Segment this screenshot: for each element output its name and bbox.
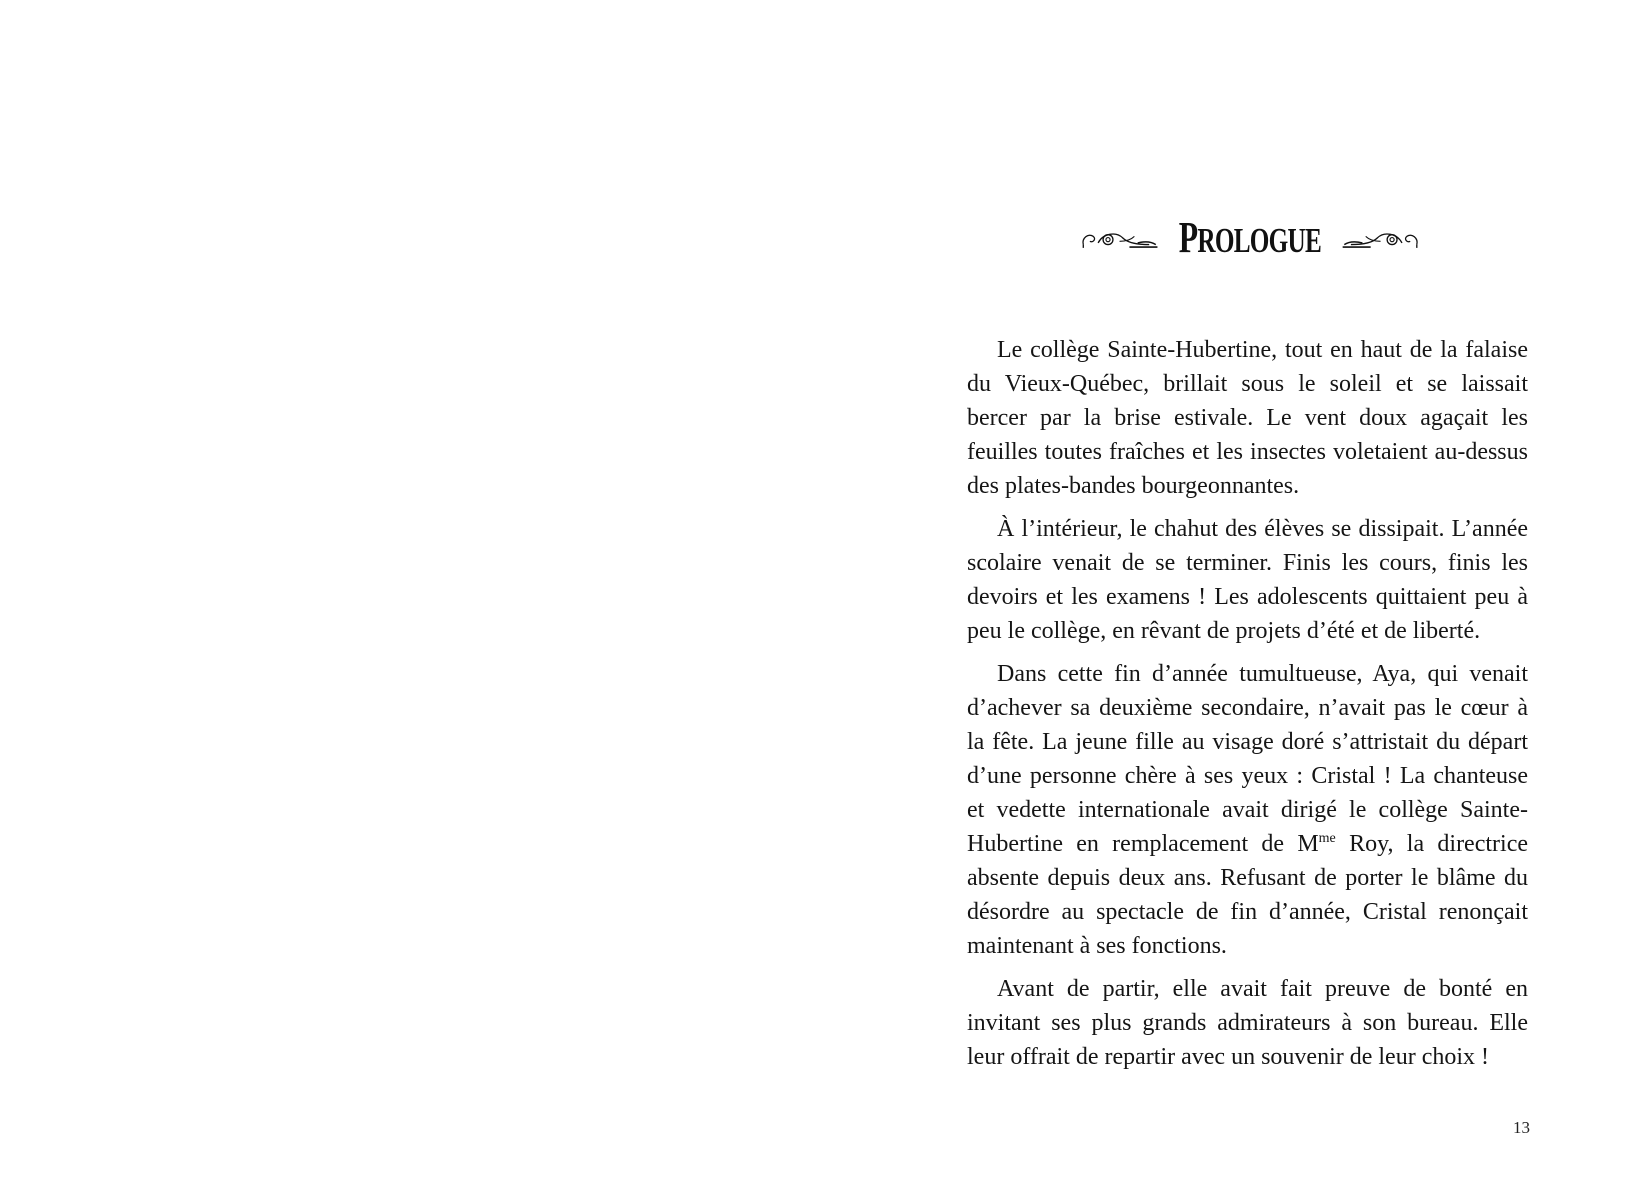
page-number: 13 (1513, 1118, 1530, 1137)
paragraph-3-part-2: Roy, la directrice absente depuis deux ans. Refusant de porter le blâme du désordre au spectacle de fin d’année, Cristal renonçait maintenant à ses fonctions. (967, 831, 1528, 959)
chapter-title-cap: P (1178, 213, 1198, 262)
paragraph-3-part-1: Dans cette fin d’année tumultueuse, Aya, qui venait d’achever sa deuxième secondaire, n’avait pas le cœur à la fête. La jeune fille au visage doré s’attristait du départ d’une personne chère à ses yeux : Cristal ! La chanteuse et vedette internationale avait dirigé le collège Sainte-Hubertine en remplacement de M (967, 661, 1528, 857)
flourish-right-icon (1341, 220, 1420, 256)
prologue-body (967, 333, 1528, 1083)
chapter-title (1178, 213, 1322, 262)
title-abbreviation-superscript: me (1318, 831, 1336, 846)
chapter-heading (1080, 210, 1420, 266)
paragraph-1: Le collège Sainte-Hubertine, tout en haut de la falaise du Vieux-Québec, brillait sous le soleil et se laissait bercer par la brise estivale. Le vent doux agaçait les feuilles toutes fraîches et les insectes voletaient au-dessus des plates-bandes bourgeonnantes. (967, 337, 1528, 499)
paragraph-3 (967, 657, 1528, 963)
paragraph-4: Avant de partir, elle avait fait preuve de bonté en invitant ses plus grands admirateurs à son bureau. Elle leur offrait de repartir avec un souvenir de leur choix ! (967, 976, 1528, 1070)
paragraph-2: À l’intérieur, le chahut des élèves se dissipait. L’année scolaire venait de se terminer. Finis les cours, finis les devoirs et les examens ! Les adolescents quittaient peu à peu le collège, en rêvant de projets d’été et de liberté. (967, 516, 1528, 644)
flourish-left-icon (1080, 220, 1159, 256)
chapter-title-rest: ROLOGUE (1197, 221, 1322, 260)
